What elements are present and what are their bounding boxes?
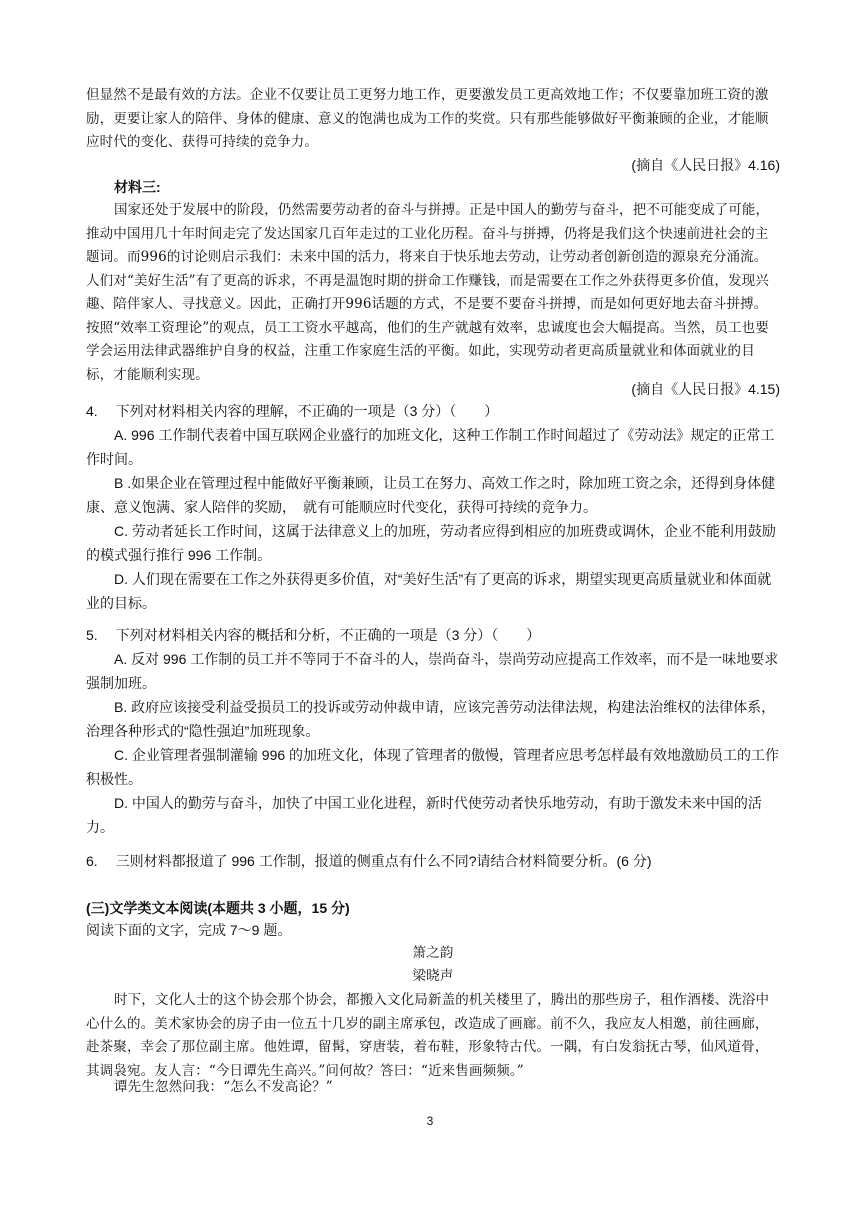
source-citation-3: (摘自《人民日报》4.15) <box>631 381 780 397</box>
source-citation-2: (摘自《人民日报》4.16) <box>631 157 780 173</box>
material2-paragraph-end: 但显然不是最有效的方法。企业不仅要让员工更努力地工作，更要激发员工更高效地工作；不仅要靠加班工资的激励，更要让家人的陪伴、身体的健康、意义的饱满也成为工作的奖赏。只有那些能够做好平衡兼顾的企业，才能顺应时代的变化、获得可持续的竞争力。 <box>86 87 769 150</box>
story-paragraph-1: 时下，文化人士的这个协会那个协会，都搬入文化局新盖的机关楼里了，腾出的那些房子，租作酒楼、洗浴中心什么的。美术家协会的房子由一位五十几岁的副主席承包，改造成了画廊。前不久，我应友人相邀，前往画廊，赴茶聚，幸会了那位副主席。他姓谭，留髯，穿唐装，着布鞋，形象特古代。一隅，有白发翁抚古琴，仙风道骨，其调袅宛。友人言：“今日谭先生高兴。”问何故？答曰：“近来售画频频。” <box>86 992 770 1079</box>
question-5-stem: 5. 下列对材料相关内容的概括和分析，不正确的一项是（3 分）（ ） <box>86 627 541 643</box>
story-title: 箫之韵 <box>412 945 454 961</box>
question-4-option-c: C. 劳动者延长工作时间，这属于法律意义上的加班，劳动者应得到相应的加班费或调休，企业不能利用鼓励的模式强行推行 996 工作制。 <box>86 523 776 563</box>
section-3-instruction: 阅读下面的文字，完成 7～9 题。 <box>86 922 292 938</box>
story-author: 梁晓声 <box>412 968 454 984</box>
story-paragraph-2: 谭先生忽然问我：“怎么不发高论？” <box>114 1079 333 1095</box>
question-4 <box>86 399 780 615</box>
material3-heading: 材料三: <box>114 179 161 195</box>
question-5-option-d: D. 中国人的勤劳与奋斗，加快了中国工业化进程，新时代使劳动者快乐地劳动，有助于激发未来中国的活力。 <box>86 795 762 835</box>
material3-paragraph: 国家还处于发展中的阶段，仍然需要劳动者的奋斗与拼搏。正是中国人的勤劳与奋斗，把不可能变成了可能，推动中国用几十年时间走完了发达国家几百年走过的工业化历程。奋斗与拼搏，仍将是我们这个快速前进社会的主题词。而996的讨论则启示我们：未来中国的活力，将来自于快乐地去劳动，让劳动者创新创造的源泉充分涌流。人们对“美好生活”有了更高的诉求，不再是温饱时期的拼命工作赚钱，而是需要在工作之外获得更多价值，发现兴趣、陪伴家人、寻找意义。因此，正确打开996话题的方式，不是要不要奋斗拼搏，而是如何更好地去奋斗拼搏。按照“效率工资理论”的观点，员工工资水平越高，他们的生产就越有效率，忠诚度也会大幅提高。当然，员工也要学会运用法律武器维护自身的权益，注重工作家庭生活的平衡。如此，实现劳动者更高质量就业和体面就业的目标，才能顺利实现。 <box>86 202 770 383</box>
question-5-option-b: B. 政府应该接受利益受损员工的投诉或劳动仲裁申请，应该完善劳动法律法规，构建法治维权的法律体系，治理各种形式的“隐性强迫”加班现象。 <box>86 699 776 739</box>
page-number: 3 <box>426 1114 434 1128</box>
question-5-option-c: C. 企业管理者强制灌输 996 的加班文化，体现了管理者的傲慢，管理者应思考怎样最有效地激励员工的工作积极性。 <box>86 747 780 787</box>
question-5 <box>86 623 780 839</box>
question-4-stem: 4. 下列对材料相关内容的理解，不正确的一项是（3 分）（ ） <box>86 403 499 419</box>
question-4-option-a: A. 996 工作制代表着中国互联网企业盛行的加班文化，这种工作制工作时间超过了《劳动法》规定的正常工作时间。 <box>86 427 775 467</box>
section-3-heading: (三)文学类文本阅读(本题共 3 小题，15 分) <box>86 900 350 916</box>
question-4-option-d: D. 人们现在需要在工作之外获得更多价值，对“美好生活”有了更高的诉求，期望实现更高质量就业和体面就业的目标。 <box>86 571 772 611</box>
question-5-option-a: A. 反对 996 工作制的员工并不等同于不奋斗的人，崇尚奋斗，崇尚劳动应提高工作效率，而不是一味地要求强制加班。 <box>86 651 779 691</box>
question-4-option-b: B .如果企业在管理过程中能做好平衡兼顾，让员工在努力、高效工作之时，除加班工资之余，还得到身体健康、意义饱满、家人陪伴的奖励， 就有可能顺应时代变化，获得可持续的竞争力。 <box>86 475 776 515</box>
question-6: 6. 三则材料都报道了 996 工作制，报道的侧重点有什么不同?请结合材料简要分析。(6 分) <box>86 853 652 869</box>
